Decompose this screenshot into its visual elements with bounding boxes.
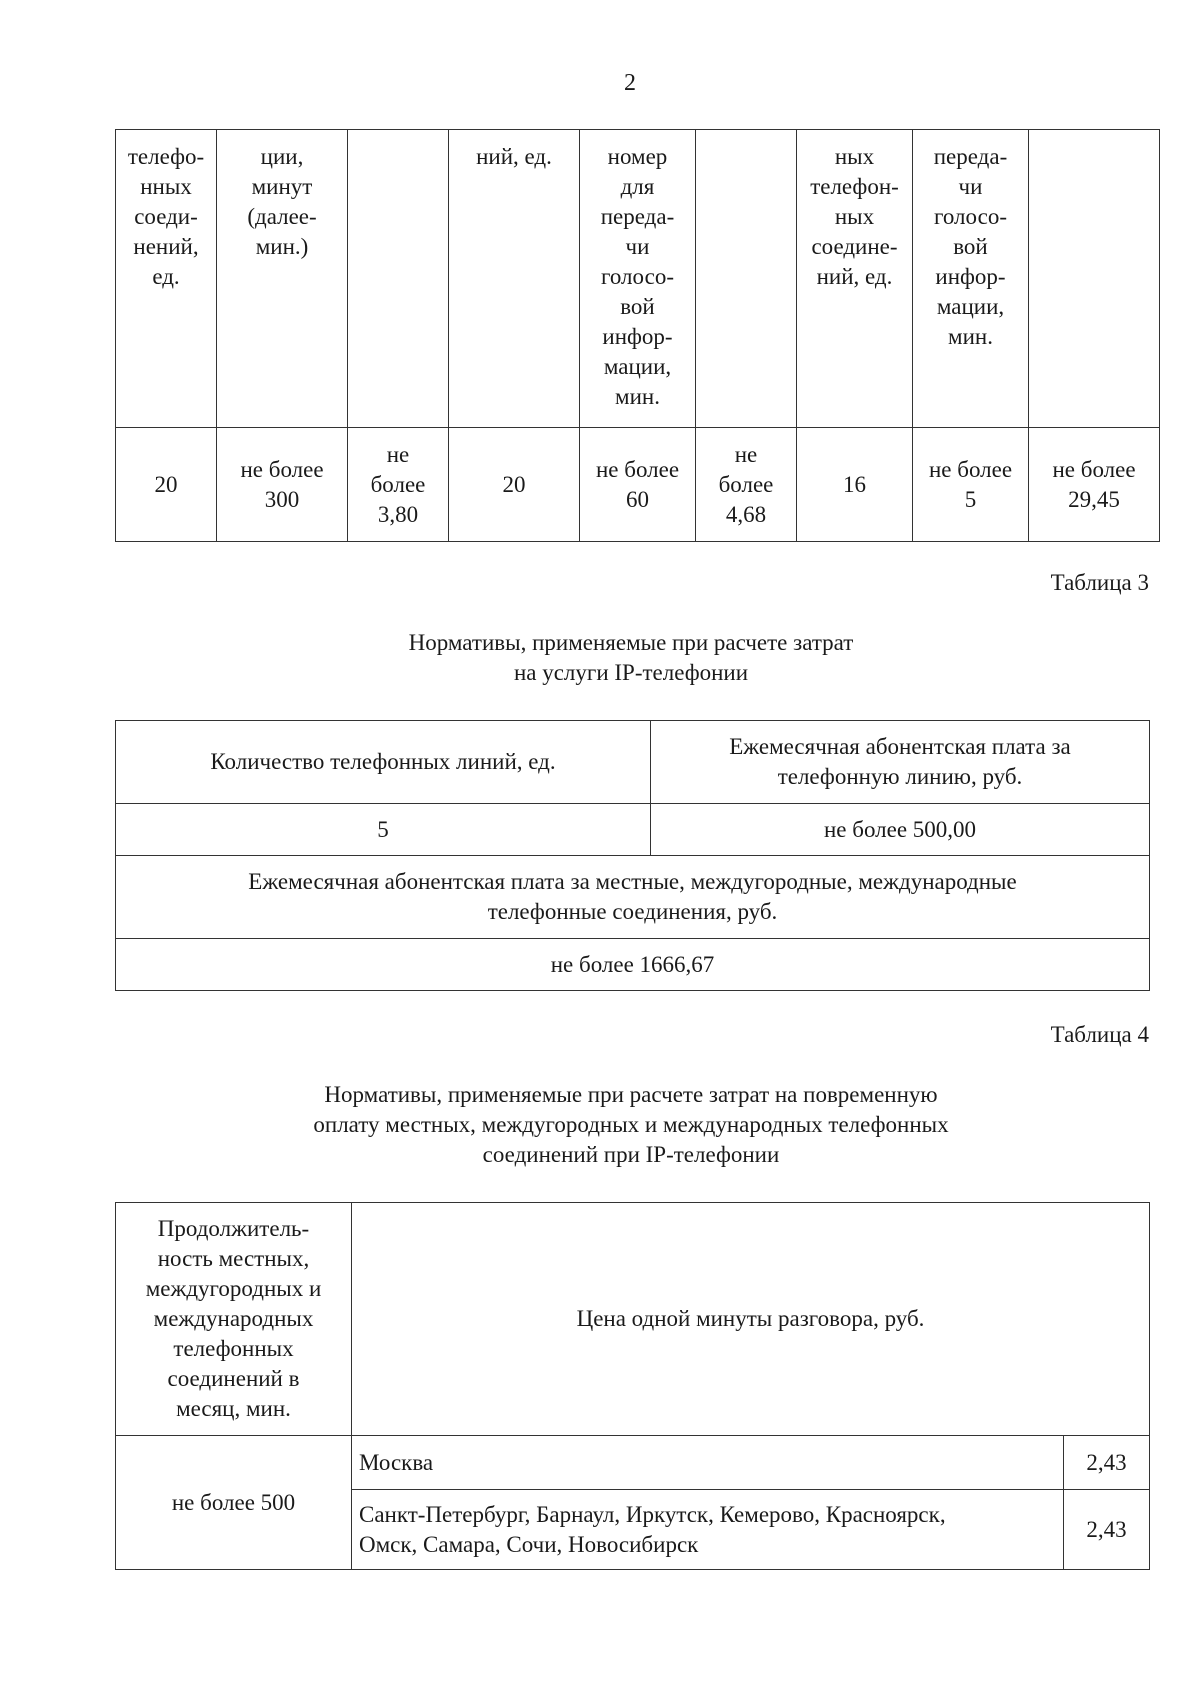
table-2-fragment — [115, 129, 1160, 542]
table-2-header-cell: переда- чи голосо- вой инфор- мации, мин. — [913, 130, 1029, 428]
table-2-header-row — [116, 130, 1160, 428]
table-2-header-cell: телефо- нных соеди- нений, ед. — [116, 130, 217, 428]
table-4-duration-value: не более 500 — [116, 1436, 352, 1570]
table-2-data-cell: не более 3,80 — [348, 428, 449, 542]
table-2-header-cell: ции, минут (далее- мин.) — [217, 130, 348, 428]
table-3-caption: Таблица 3 — [1050, 570, 1149, 595]
table-2-data-cell: 20 — [116, 428, 217, 542]
table-4-price-cell: 2,43 — [1064, 1436, 1150, 1490]
table-3-col1-header: Количество телефонных линий, ед. — [116, 721, 651, 804]
table-2-data-cell: не более 29,45 — [1029, 428, 1160, 542]
table-2-data-cell: не более 60 — [580, 428, 696, 542]
table-2-header-cell: номер для переда- чи голосо- вой инфор- мации, мин. — [580, 130, 696, 428]
table-row — [116, 1436, 1150, 1490]
table-2-header-cell — [696, 130, 797, 428]
table-3 — [115, 720, 1150, 991]
table-3-col2-header: Ежемесячная абонентская плата за телефонную линию, руб. — [651, 721, 1150, 804]
table-4-city-cell: Санкт-Петербург, Барнаул, Иркутск, Кемерово, Красноярск, Омск, Самара, Сочи, Новосибирск — [352, 1490, 1064, 1570]
table-4-price-header: Цена одной минуты разговора, руб. — [352, 1203, 1150, 1436]
table-2-data-cell: 20 — [449, 428, 580, 542]
table-3-row-value: не более 1666,67 — [116, 939, 1150, 991]
table-2-data-cell: не более 5 — [913, 428, 1029, 542]
table-2-header-cell: ний, ед. — [449, 130, 580, 428]
table-2-data-cell: не более 300 — [217, 428, 348, 542]
table-2-data-cell: 16 — [797, 428, 913, 542]
table-4 — [115, 1202, 1150, 1570]
table-3-col1-value: 5 — [116, 804, 651, 856]
table-2-data-row — [116, 428, 1160, 542]
table-2-data-cell: не более 4,68 — [696, 428, 797, 542]
table-3-row-header: Ежемесячная абонентская плата за местные, междугородные, международные телефонные соединения, руб. — [116, 856, 1150, 939]
table-4-city-cell: Москва — [352, 1436, 1064, 1490]
table-2-header-cell — [1029, 130, 1160, 428]
table-2-header-cell: ных телефон- ных соедине- ний, ед. — [797, 130, 913, 428]
table-3-title: Нормативы, применяемые при расчете затрат на услуги IP-телефонии — [408, 630, 854, 685]
page-number: 2 — [624, 70, 636, 96]
table-3-col2-value: не более 500,00 — [651, 804, 1150, 856]
table-4-title: Нормативы, применяемые при расчете затрат на повременную оплату местных, междугородных и международных телефонных соединений при IP-телефонии — [313, 1082, 949, 1167]
table-2-header-cell — [348, 130, 449, 428]
table-4-caption: Таблица 4 — [1050, 1022, 1149, 1047]
table-4-duration-header: Продолжитель- ность местных, междугородных и международных телефонных соединений в месяц, мин. — [116, 1203, 352, 1436]
table-4-price-cell: 2,43 — [1064, 1490, 1150, 1570]
